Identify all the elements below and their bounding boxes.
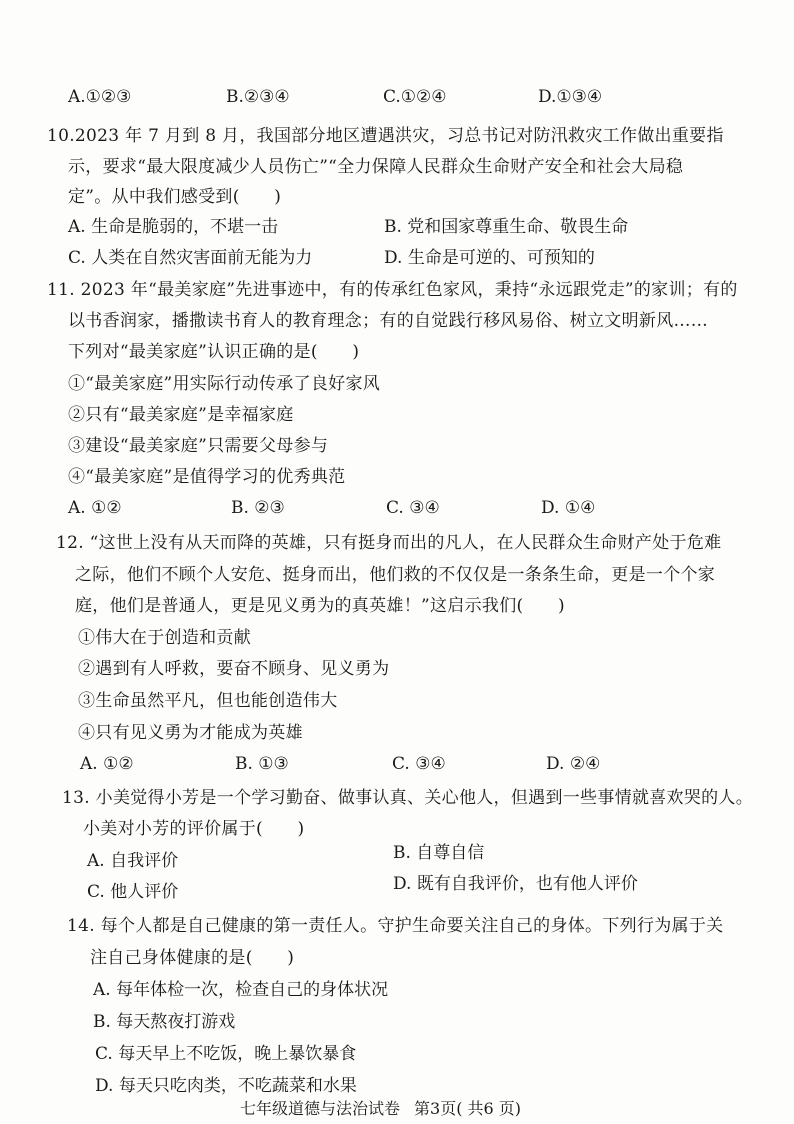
q10-option-a: A. 生命是脆弱的，不堪一击 — [68, 217, 279, 237]
footer-page-number: 第3页( 共6 页) — [414, 1099, 522, 1118]
q14-option-a: A. 每年体检一次，检查自己的身体状况 — [93, 980, 389, 1000]
q12-item-4: ④只有见义勇为才能成为英雄 — [78, 723, 303, 743]
q11-item-3: ③建设“最美家庭”只需要父母参与 — [68, 436, 329, 456]
q12-stem-line-3: 庭，他们是普通人，更是见义勇为的真英雄！”这启示我们( ) — [75, 596, 565, 616]
q11-stem-line-3: 下列对“最美家庭”认识正确的是( ) — [68, 342, 360, 362]
q14-stem-line-2: 注自己身体健康的是( ) — [90, 948, 295, 968]
q11-stem-line-2: 以书香润家，播撒读书育人的教育理念；有的自觉践行移风易俗、树立文明新风…… — [68, 311, 709, 331]
q12-item-2: ②遇到有人呼救，要奋不顾身、见义勇为 — [78, 659, 390, 679]
q11-item-2: ②只有“最美家庭”是幸福家庭 — [68, 405, 294, 425]
q12-option-d: D. ②④ — [546, 754, 601, 774]
q12-item-3: ③生命虽然平凡，但也能创造伟大 — [78, 691, 338, 711]
q12-option-a: A. ①② — [80, 754, 134, 774]
footer-exam-title: 七年级道德与法治试卷 — [240, 1099, 401, 1118]
q12-stem-line-1: 12. “这世上没有从天而降的英雄，只有挺身而出的凡人，在人民群众生命财产处于危难 — [56, 533, 722, 553]
q14-stem-line-1: 14. 每个人都是自己健康的第一责任人。守护生命要关注自己的身体。下列行为属于关 — [67, 916, 724, 936]
q9-option-d: D.①③④ — [538, 87, 603, 107]
q11-option-a: A. ①② — [68, 498, 122, 518]
q9-option-a: A.①②③ — [68, 87, 132, 107]
q14-option-b: B. 每天熬夜打游戏 — [93, 1012, 236, 1032]
q10-stem-line-2: 示，要求“最大限度减少人员伤亡”“全力保障人民群众生命财产安全和社会大局稳 — [68, 157, 684, 177]
q13-stem-line-2: 小美对小芳的评价属于( ) — [83, 819, 305, 839]
q10-option-d: D. 生命是可逆的、可预知的 — [384, 248, 595, 268]
page-footer — [240, 1099, 521, 1119]
q11-option-d: D. ①④ — [541, 498, 596, 518]
q10-option-b: B. 党和国家尊重生命、敬畏生命 — [384, 217, 629, 237]
q13-option-d: D. 既有自我评价，也有他人评价 — [393, 874, 638, 894]
q13-stem-line-1: 13. 小美觉得小芳是一个学习勤奋、做事认真、关心他人，但遇到一些事情就喜欢哭的人。 — [62, 788, 754, 808]
q13-option-b: B. 自尊自信 — [393, 843, 485, 863]
q10-stem-line-1: 10.2023 年 7 月到 8 月，我国部分地区遭遇洪灾，习总书记对防汛救灾工作做出重要指 — [47, 126, 724, 146]
q11-item-1: ①“最美家庭”用实际行动传承了良好家风 — [68, 374, 381, 394]
q11-option-c: C. ③④ — [386, 498, 440, 518]
q13-option-a: A. 自我评价 — [87, 851, 179, 871]
q12-stem-line-2: 之际，他们不顾个人安危、挺身而出，他们救的不仅仅是一条条生命，更是一个个家 — [75, 565, 716, 585]
q14-option-d: D. 每天只吃肉类，不吃蔬菜和水果 — [95, 1076, 357, 1096]
q12-option-b: B. ①③ — [235, 754, 289, 774]
q10-option-c: C. 人类在自然灾害面前无能为力 — [68, 248, 313, 268]
q14-option-c: C. 每天早上不吃饭，晚上暴饮暴食 — [95, 1044, 357, 1064]
q13-option-c: C. 他人评价 — [87, 882, 179, 902]
q11-option-b: B. ②③ — [231, 498, 285, 518]
q12-option-c: C. ③④ — [392, 754, 446, 774]
q11-stem-line-1: 11. 2023 年“最美家庭”先进事迹中，有的传承红色家风，秉持“永远跟党走”的家训；有的 — [47, 280, 738, 300]
q10-stem-line-3: 定”。从中我们感受到( ) — [68, 187, 282, 207]
q11-item-4: ④“最美家庭”是值得学习的优秀典范 — [68, 467, 346, 487]
q12-item-1: ①伟大在于创造和贡献 — [78, 628, 251, 648]
q9-option-c: C.①②④ — [383, 87, 447, 107]
q9-option-b: B.②③④ — [226, 87, 290, 107]
